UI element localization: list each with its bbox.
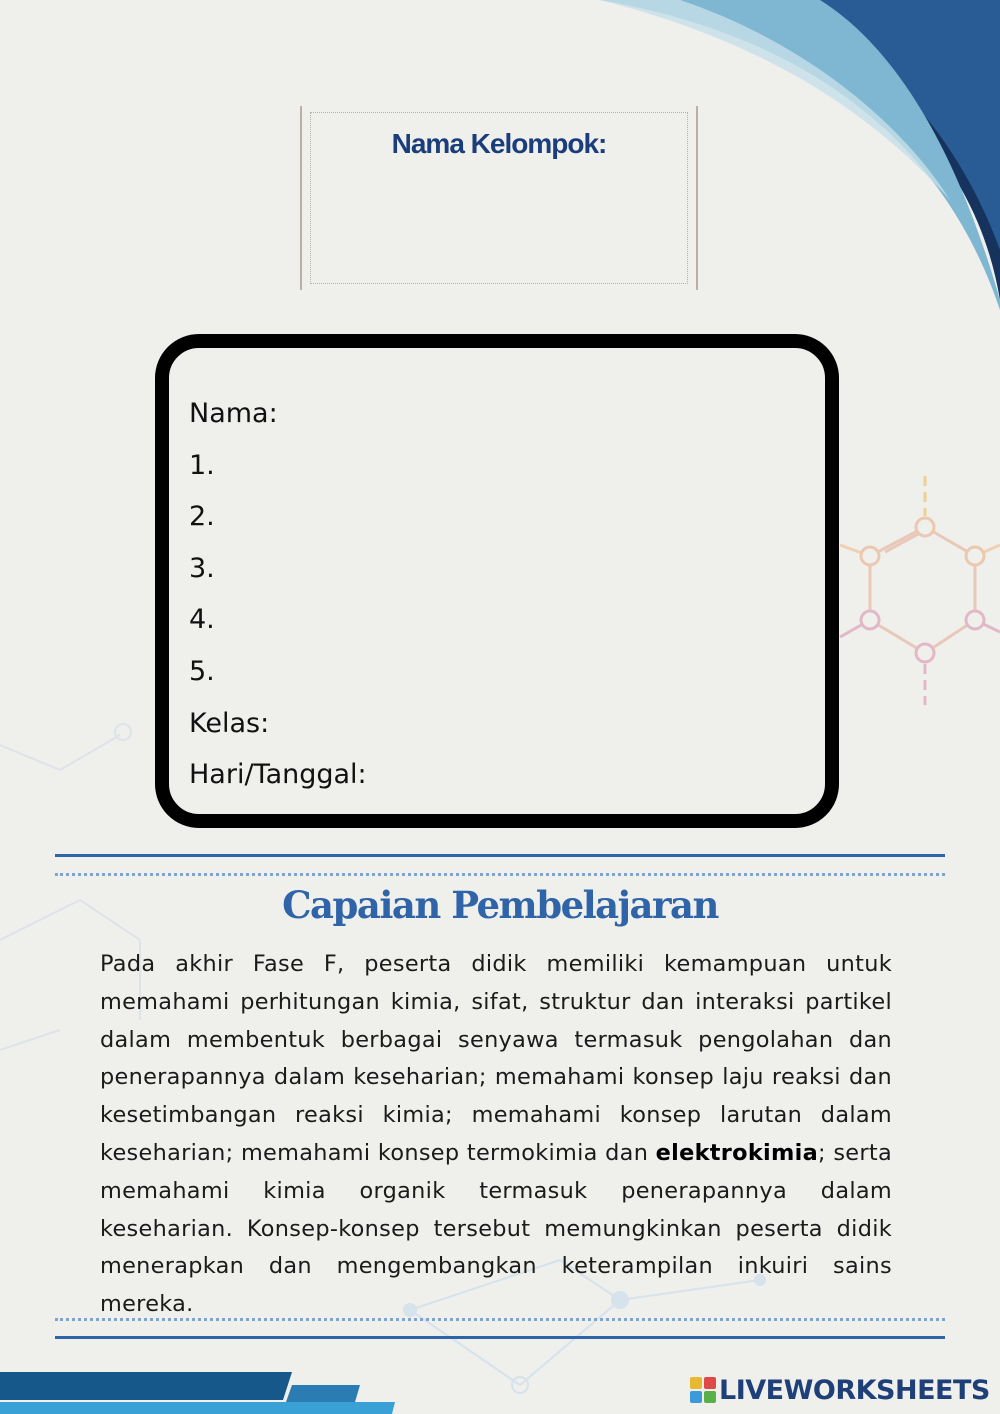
logo-mark-icon (690, 1377, 716, 1403)
molecule-graphic (840, 476, 1000, 705)
liveworksheets-logo[interactable] (690, 1373, 990, 1407)
group-name-title: Nama Kelompok: (391, 128, 607, 159)
section-top-rule (55, 854, 945, 857)
member-info-list (189, 388, 367, 801)
member-5-label: 5. (189, 655, 215, 687)
bottom-stripe-dark (0, 1372, 292, 1400)
section-title: Capaian Pembelajaran (282, 883, 718, 927)
bottom-stripe-light (0, 1402, 395, 1414)
member-4-label: 4. (189, 604, 215, 636)
section-bottom-rule (55, 1336, 945, 1339)
member-1-label: 1. (189, 449, 215, 481)
member-2-label: 2. (189, 501, 215, 533)
group-name-box (300, 106, 698, 290)
section-paragraph (100, 946, 892, 1324)
paragraph-bold-term: elektrokimia (655, 1139, 819, 1166)
paragraph-text-start: Pada akhir Fase F, peserta didik memiliki kemampuan untuk memahami perhitungan kimia, sifat, struktur dan interaksi partikel dalam membentuk berbagai senyawa termasuk pengolahan dan penerapannya dalam keseharian; memahami konsep laju reaksi dan kesetimbangan reaksi kimia; memahami konsep larutan dalam keseharian; memahami konsep termokimia dan (100, 951, 892, 1166)
name-label: Nama: (189, 398, 278, 429)
bottom-stripe-mid (286, 1385, 360, 1402)
logo-text: LIVEWORKSHEETS (719, 1374, 990, 1406)
section-top-dotted-rule (55, 873, 945, 876)
class-label: Kelas: (189, 707, 270, 739)
member-3-label: 3. (189, 552, 215, 584)
paragraph-text-end: ; serta memahami kimia organik termasuk penerapannya dalam keseharian. Konsep-konsep tersebut memungkinkan peserta didik menerapkan dan mengembangkan keterampilan inkuiri sains mereka. (100, 1139, 892, 1318)
date-label: Hari/Tanggal: (189, 759, 367, 791)
member-info-box (155, 334, 839, 828)
